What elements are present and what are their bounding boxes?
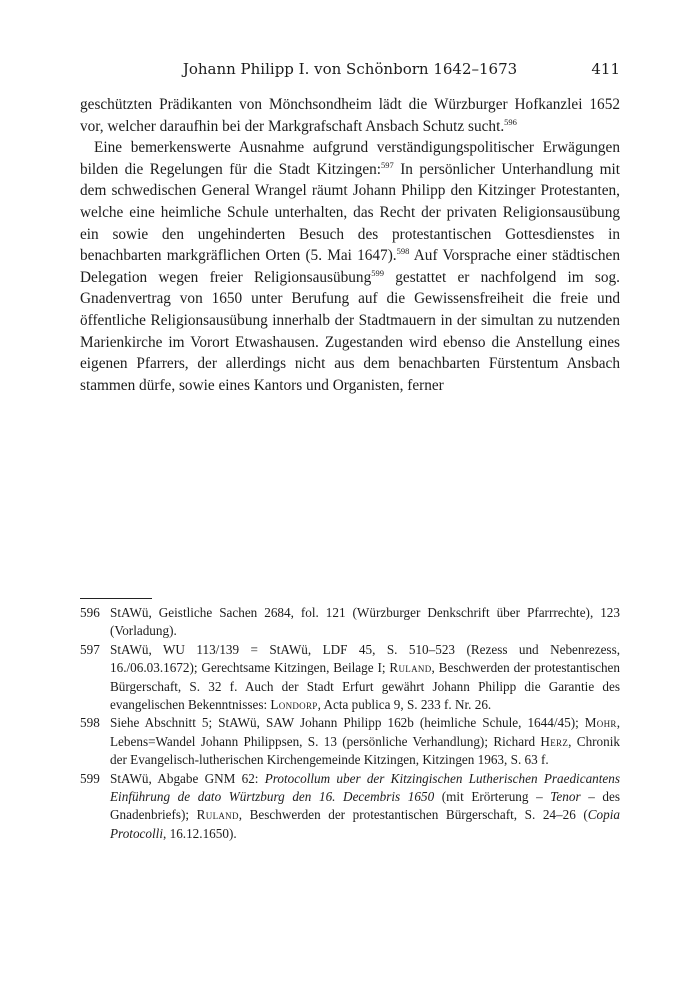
footnote-text: , 16.12.1650). xyxy=(163,825,237,841)
footnote-text: , Beschwerden der protestantischen Bürgerschaft, S. 32 f. Auch der Stadt Erfurt gewährt Johann Philipp die Garantie des evangelischen Bekenntnisses: xyxy=(110,660,620,713)
author-name: Mohr xyxy=(584,715,617,731)
footnote-text: , Lebens=Wandel Johann Philippsen, S. 13 (persönliche Verhandlung); Richard xyxy=(110,715,620,749)
footnote-text: , Acta publica 9, S. 233 f. Nr. 26. xyxy=(317,697,492,713)
italic-title: Protocollum uber der Kitzingischen Lutherischen Praedicantens Einführung de dato Würtzburg den 16. Decembris 1650 xyxy=(110,770,620,805)
main-text xyxy=(80,94,620,396)
author-name: Ruland xyxy=(196,807,239,823)
footnote-text: – des Gnadenbriefs); xyxy=(110,789,620,823)
paragraph-2-part-d: gestattet er nachfolgend im sog. Gnadenvertrag von 1650 unter Berufung auf die Gewissensfreiheit die freie und öffentliche Religionsausübung innerhalb der Stadtmauern in der simultan zu nutzenden Marienkirche im Vorort Etwashausen. Zugestanden wird ebenso die Anstellung eines eigenen Pfarrers, der allerdings nicht aus dem benachbarten Fürstentum Ansbach stammen dürfe, sowie eines Kantors und Organisten, ferner xyxy=(80,268,621,394)
footnote-separator xyxy=(80,598,152,599)
italic-title: Copia Protocolli xyxy=(110,807,621,841)
footnote-ref-596[interactable]: 596 xyxy=(504,116,517,127)
footnote-text: (mit Erörterung – xyxy=(434,789,551,805)
footnote-ref-597[interactable]: 597 xyxy=(381,159,394,170)
footnote-number: 596 xyxy=(80,605,100,620)
footnote-ref-598[interactable]: 598 xyxy=(396,246,410,257)
footnote-ref-599[interactable]: 599 xyxy=(371,267,384,278)
footnote-number: 597 xyxy=(80,641,100,657)
footnote-text: , Beschwerden der protestantischen Bürgerschaft, S. 24–26 ( xyxy=(238,807,588,823)
italic-term: Tenor xyxy=(550,789,581,805)
footnote-596 xyxy=(80,604,620,641)
footnote-number: 598 xyxy=(80,715,100,731)
running-header xyxy=(80,60,620,82)
footnote-text: , Chronik der Evangelisch-lutherischen Kirchengemeinde Kitzingen, Kitzingen 1963, S. 63 f. xyxy=(110,733,620,768)
footnotes xyxy=(80,604,620,843)
paragraph-2-part-b: In persönlicher Unterhandlung mit dem schwedischen General Wrangel räumt Johann Philipp den Kitzinger Protestanten, welche eine heimliche Schule unterhalten, das Recht der privaten Religionsausübung ein sowie den ungehinderten Besuch des protestantischen Gottesdienstes in benachbarten markgräflichen Orten (5. Mai 1647). xyxy=(80,160,620,265)
footnote-597 xyxy=(80,641,620,715)
footnote-text: StAWü, Abgabe GNM 62: xyxy=(110,770,265,786)
footnote-text: StAWü, WU 113/139 = StAWü, LDF 45, S. 510–523 (Rezess und Nebenrezess, 16./06.03.1672); Gerechtsame Kitzingen, Beilage I; xyxy=(110,641,620,676)
running-title: Johann Philipp I. von Schönborn 1642–1673 xyxy=(182,60,518,78)
footnote-text: Siehe Abschnitt 5; StAWü, SAW Johann Philipp 162b (heimliche Schule, 1644/45); xyxy=(110,715,585,731)
paragraph-2-part-c: Auf Vorsprache einer städtischen Delegation wegen freier Religionsausübung xyxy=(80,247,620,286)
paragraph-2-part-a: Eine bemerkenswerte Ausnahme aufgrund verständigungspolitischer Erwägungen bilden die Regelungen für die Stadt Kitzingen: xyxy=(80,139,620,178)
paragraph-1 xyxy=(80,94,620,137)
author-name: Ruland xyxy=(389,660,432,676)
footnote-number: 599 xyxy=(80,770,100,786)
author-name: Londorp xyxy=(270,697,318,713)
page-number: 411 xyxy=(591,60,620,78)
footnote-599 xyxy=(80,770,620,844)
footnote-598 xyxy=(80,714,620,769)
author-name: Herz xyxy=(540,733,569,749)
footnote-text: StAWü, Geistliche Sachen 2684, fol. 121 (Würzburger Denkschrift über Pfarrrechte), 123 (Vorladung). xyxy=(110,605,620,639)
paragraph-1-text: geschützten Prädikanten von Mönchsondheim lädt die Würzburger Hofkanzlei 1652 vor, welcher daraufhin bei der Markgrafschaft Ansbach Schutz sucht. xyxy=(80,96,620,135)
paragraph-2 xyxy=(80,137,620,396)
